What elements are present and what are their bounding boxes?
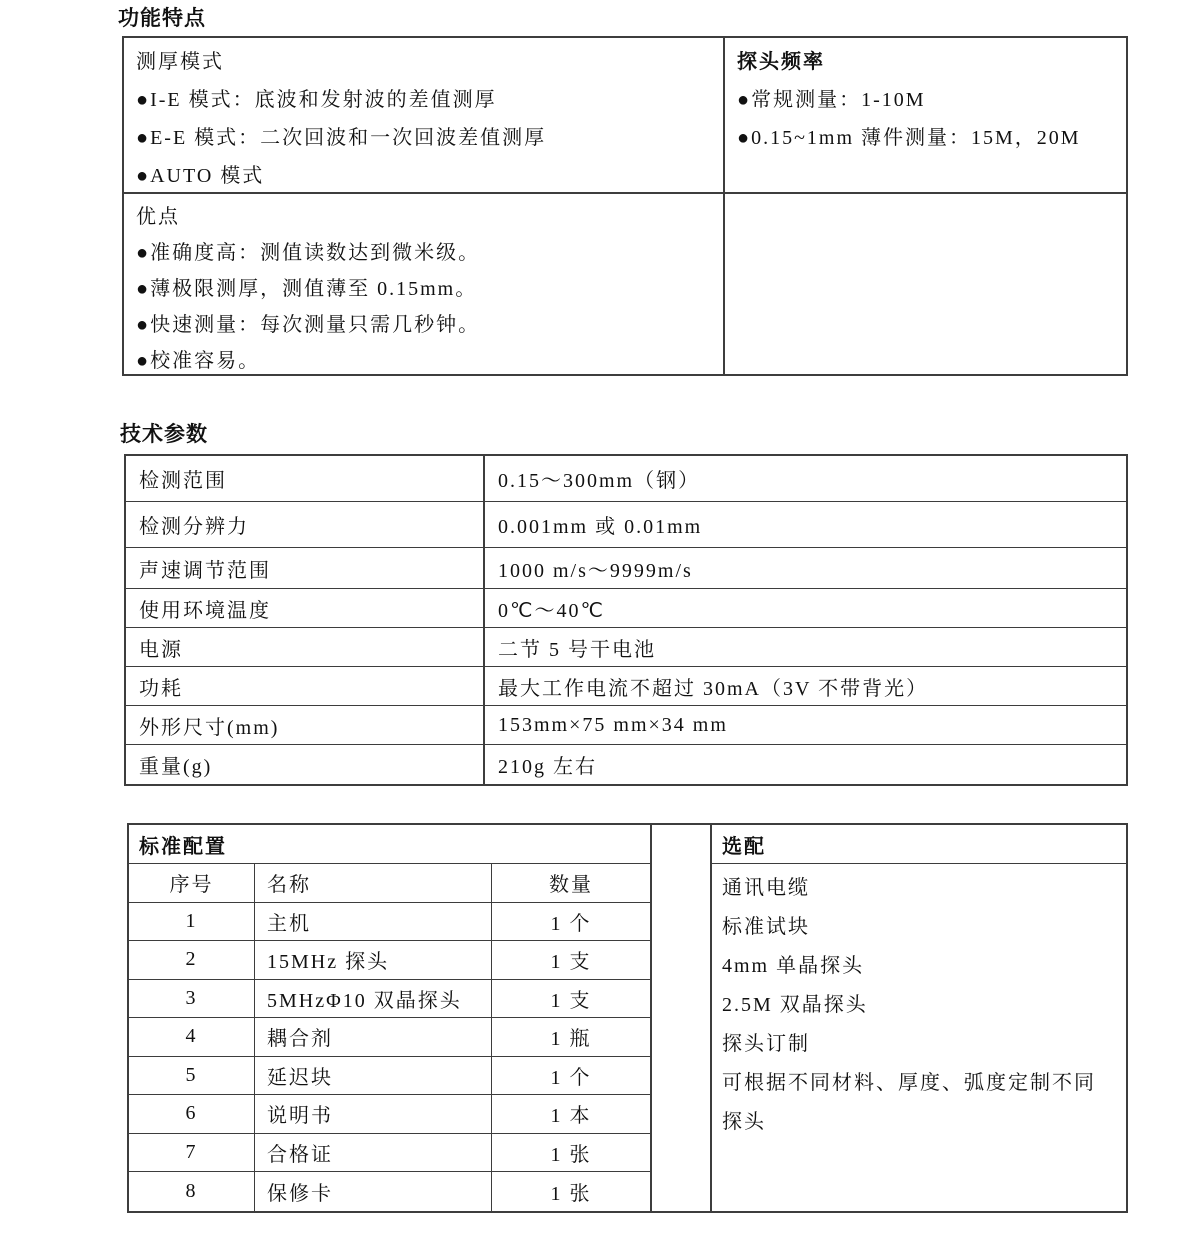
- probe-frequency-title: 探头频率: [737, 51, 825, 73]
- config-row: [129, 1018, 650, 1057]
- table-cell: 1 个: [550, 912, 592, 935]
- standard-config-panel: [129, 825, 652, 1211]
- table-cell: 1 张: [550, 1182, 592, 1205]
- standard-config-rows: [129, 903, 650, 1212]
- table-cell: 使用环境温度: [126, 589, 485, 627]
- column-header-name: 名称: [255, 864, 492, 902]
- table-cell: 6: [129, 1095, 255, 1133]
- spacer-column: [652, 825, 712, 1211]
- thickness-mode-list: [136, 81, 711, 194]
- table-cell: 检测分辨力: [126, 502, 485, 547]
- feature-bullet-item: ●准确度高：测值读数达到微米级。: [136, 242, 481, 264]
- table-cell: 2: [129, 941, 255, 979]
- table-cell: 最大工作电流不超过 30mA（3V 不带背光）: [498, 677, 929, 700]
- thickness-mode-title: 测厚模式: [136, 51, 224, 73]
- features-table: [122, 36, 1128, 376]
- spec-row: [126, 502, 1126, 548]
- optional-item: 通讯电缆: [722, 877, 810, 899]
- feature-bullet-item: ●薄极限测厚，测值薄至 0.15mm。: [136, 278, 478, 300]
- specs-heading: 技术参数: [120, 423, 208, 446]
- table-cell: 4: [129, 1018, 255, 1056]
- table-cell: 0.001mm 或 0.01mm: [498, 516, 703, 538]
- table-cell: 15MHz 探头: [255, 941, 492, 979]
- table-cell: 1000 m/s～9999m/s: [498, 559, 693, 582]
- features-heading: 功能特点: [118, 7, 206, 30]
- table-cell: 耦合剂: [255, 1018, 492, 1056]
- table-cell: 外形尺寸(mm): [126, 706, 485, 744]
- table-cell: 1 本: [550, 1105, 592, 1128]
- spec-row: [126, 706, 1126, 745]
- advantages-cell: [124, 194, 725, 374]
- table-cell: 3: [129, 980, 255, 1018]
- table-cell: 5: [129, 1057, 255, 1095]
- probe-frequency-cell: [725, 38, 1126, 194]
- spec-row: [126, 589, 1126, 628]
- standard-config-heading: 标准配置: [129, 825, 650, 864]
- table-cell: 0.15～300mm（钢）: [498, 470, 701, 492]
- config-row: [129, 1172, 650, 1211]
- config-row: [129, 980, 650, 1019]
- table-cell: 保修卡: [255, 1172, 492, 1211]
- table-cell: 5MHzΦ10 双晶探头: [255, 980, 492, 1018]
- feature-bullet-item: ●0.15~1mm 薄件测量：15M，20M: [737, 127, 1081, 149]
- table-cell: 主机: [255, 903, 492, 941]
- table-cell: 合格证: [255, 1134, 492, 1172]
- optional-list: [712, 864, 1126, 1142]
- table-cell: 1 张: [550, 1143, 592, 1166]
- optional-panel: [712, 825, 1126, 1211]
- config-row: [129, 941, 650, 980]
- table-cell: 说明书: [255, 1095, 492, 1133]
- spec-row: [126, 745, 1126, 784]
- table-cell: 重量(g): [126, 745, 485, 784]
- table-cell: 功耗: [126, 667, 485, 705]
- spec-row: [126, 548, 1126, 589]
- table-cell: 210g 左右: [498, 756, 597, 778]
- table-cell: 1 支: [550, 989, 592, 1012]
- table-cell: 电源: [126, 628, 485, 666]
- config-row: [129, 1057, 650, 1096]
- feature-bullet-item: ●常规测量：1-10M: [737, 89, 926, 111]
- optional-item: 2.5M 双晶探头: [722, 994, 868, 1016]
- table-cell: 声速调节范围: [126, 548, 485, 588]
- config-row: [129, 903, 650, 942]
- standard-config-header-row: [129, 864, 650, 903]
- table-cell: 1 个: [550, 1066, 592, 1089]
- empty-cell: [725, 194, 1126, 374]
- feature-bullet-item: ●校准容易。: [136, 350, 261, 372]
- table-cell: 延迟块: [255, 1057, 492, 1095]
- config-section: [127, 823, 1128, 1213]
- table-cell: 8: [129, 1172, 255, 1211]
- advantages-title: 优点: [136, 206, 180, 228]
- table-cell: 检测范围: [126, 456, 485, 501]
- thickness-mode-cell: [124, 38, 725, 194]
- config-row: [129, 1095, 650, 1134]
- optional-item: 4mm 单晶探头: [722, 955, 865, 977]
- advantages-list: [136, 235, 711, 374]
- table-cell: 二节 5 号干电池: [498, 638, 656, 661]
- table-cell: 1: [129, 903, 255, 941]
- spec-row: [126, 456, 1126, 502]
- probe-frequency-list: [737, 81, 1114, 157]
- optional-item: 探头订制: [722, 1033, 810, 1055]
- optional-item: 可根据不同材料、厚度、弧度定制不同探头: [722, 1072, 1096, 1133]
- table-cell: 0℃～40℃: [498, 599, 605, 622]
- column-header-index: 序号: [129, 864, 255, 902]
- table-cell: 153mm×75 mm×34 mm: [498, 713, 728, 736]
- table-cell: 1 支: [550, 951, 592, 974]
- feature-bullet-item: ●I-E 模式：底波和发射波的差值测厚: [136, 89, 497, 111]
- feature-bullet-item: ●快速测量：每次测量只需几秒钟。: [136, 314, 481, 336]
- specs-table: [124, 454, 1128, 786]
- table-cell: 7: [129, 1134, 255, 1172]
- spec-row: [126, 628, 1126, 667]
- feature-bullet-item: ●E-E 模式：二次回波和一次回波差值测厚: [136, 127, 547, 149]
- table-cell: 1 瓶: [550, 1028, 592, 1051]
- optional-heading: 选配: [712, 825, 1126, 864]
- column-header-quantity: 数量: [549, 874, 593, 897]
- config-row: [129, 1134, 650, 1173]
- optional-item: 标准试块: [722, 916, 810, 938]
- spec-row: [126, 667, 1126, 706]
- feature-bullet-item: ●AUTO 模式: [136, 165, 265, 187]
